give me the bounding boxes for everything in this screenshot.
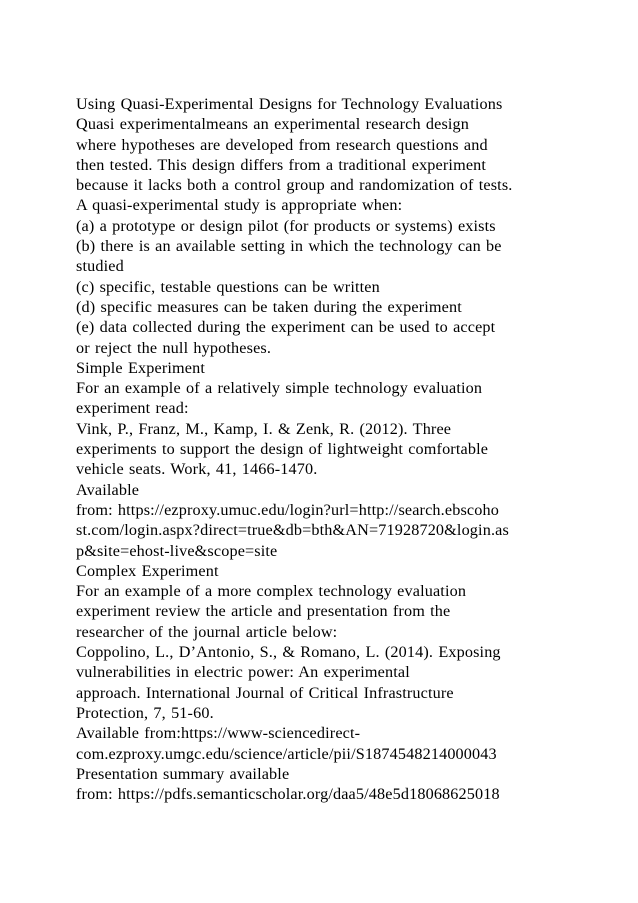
- text-line: then tested. This design differs from a traditional experiment: [76, 155, 487, 174]
- url-line: from: https://ezproxy.umuc.edu/login?url=http://search.ebscoho: [76, 500, 499, 519]
- list-item-b: (b) there is an available setting in which the technology can be: [76, 237, 502, 256]
- citation-line: vulnerabilities in electric power: An experimental: [76, 663, 410, 682]
- text-line: For an example of a more complex technology evaluation: [76, 582, 467, 601]
- url-line: Available from:https://www-sciencedirect-: [76, 724, 361, 743]
- text-line: Quasi experimentalmeans an experimental research design: [76, 115, 470, 134]
- text-line: A quasi-experimental study is appropriate when:: [76, 196, 403, 215]
- list-item-c: (c) specific, testable questions can be written: [76, 277, 380, 296]
- list-item-b-continued: studied: [76, 257, 124, 276]
- citation-line: Coppolino, L., D’Antonio, S., & Romano, L. (2014). Exposing: [76, 643, 501, 662]
- text-line: experiment review the article and presentation from the: [76, 602, 451, 621]
- document-text: [76, 94, 576, 804]
- section-heading-complex-experiment: Complex Experiment: [76, 561, 219, 580]
- url-line: from: https://pdfs.semanticscholar.org/daa5/48e5d18068625018: [76, 785, 500, 804]
- url-line: p&site=ehost-live&scope=site: [76, 541, 278, 560]
- text-line: experiment read:: [76, 399, 189, 418]
- section-heading-simple-experiment: Simple Experiment: [76, 358, 205, 377]
- url-line: st.com/login.aspx?direct=true&db=bth&AN=71928720&login.as: [76, 521, 509, 540]
- citation-line: vehicle seats. Work, 41, 1466-1470.: [76, 460, 318, 479]
- list-item-e-continued: or reject the null hypotheses.: [76, 338, 272, 357]
- list-item-d: (d) specific measures can be taken during the experiment: [76, 297, 462, 316]
- text-line: Presentation summary available: [76, 764, 290, 783]
- text-line: Available: [76, 480, 140, 499]
- document-title: Using Quasi-Experimental Designs for Technology Evaluations: [76, 95, 503, 113]
- list-item-a: (a) a prototype or design pilot (for products or systems) exists: [76, 216, 496, 235]
- text-line: where hypotheses are developed from research questions and: [76, 135, 488, 154]
- citation-line: approach. International Journal of Critical Infrastructure: [76, 683, 454, 702]
- text-line: researcher of the journal article below:: [76, 622, 338, 641]
- citation-line: Protection, 7, 51-60.: [76, 703, 214, 722]
- list-item-e: (e) data collected during the experiment can be used to accept: [76, 318, 496, 337]
- citation-line: Vink, P., Franz, M., Kamp, I. & Zenk, R. (2012). Three: [76, 419, 452, 438]
- citation-line: experiments to support the design of lightweight comfortable: [76, 440, 489, 459]
- text-line: because it lacks both a control group and randomization of tests.: [76, 176, 513, 195]
- text-line: For an example of a relatively simple technology evaluation: [76, 379, 483, 398]
- url-line: com.ezproxy.umgc.edu/science/article/pii/S1874548214000043: [76, 744, 497, 763]
